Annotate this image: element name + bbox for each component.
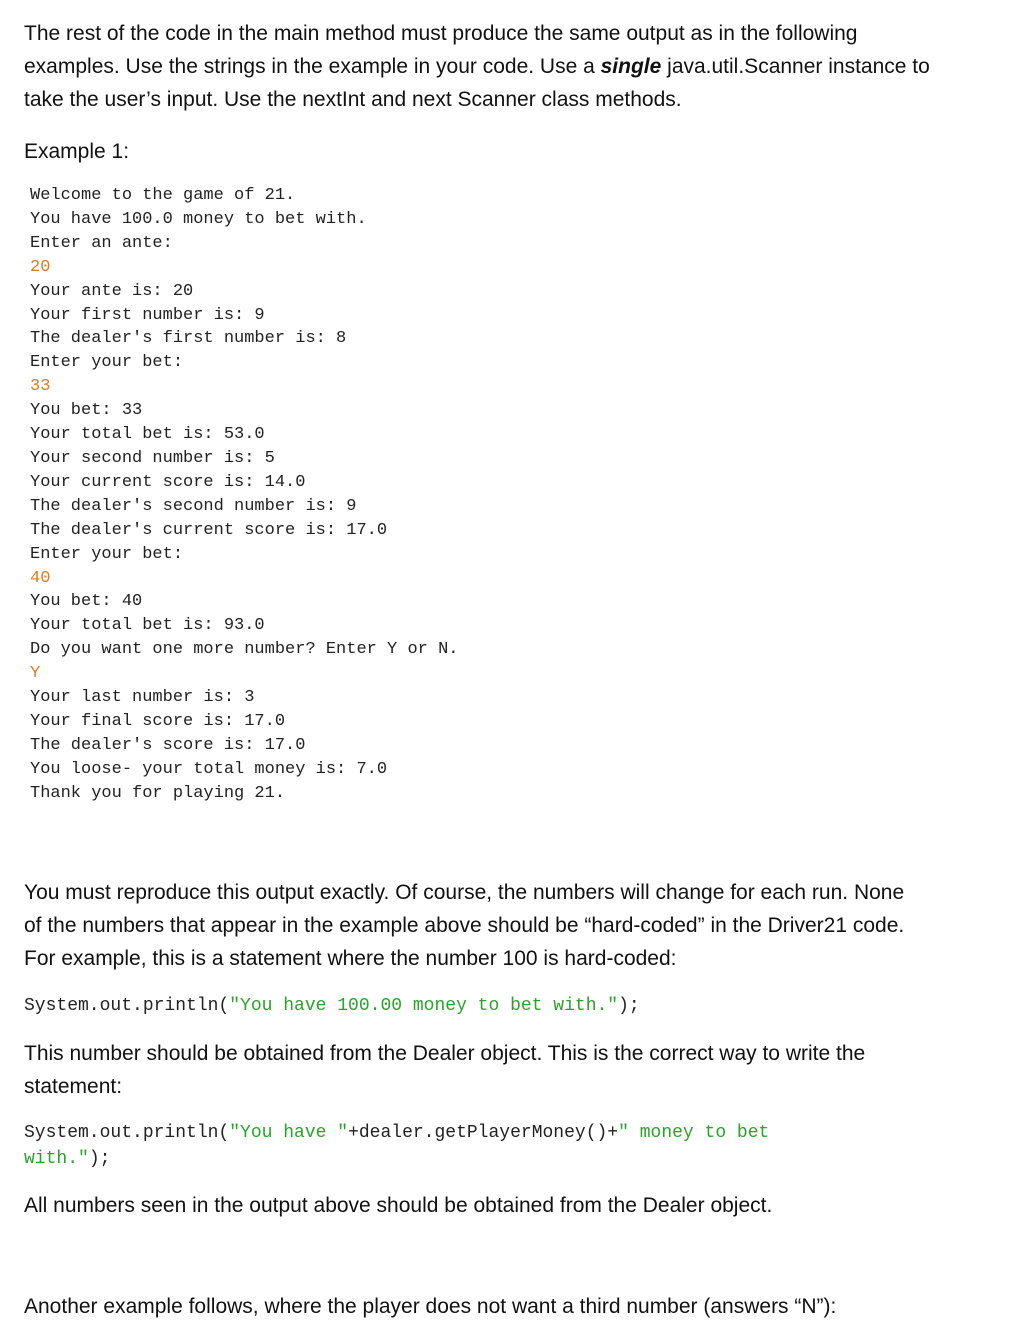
- console-output-line: The dealer's second number is: 9: [30, 496, 357, 516]
- another-example-paragraph: Another example follows, where the player does not want a third number (answers “N”):: [24, 1295, 837, 1318]
- reproduce-line-1: You must reproduce this output exactly. Of course, the numbers will change for each run. None: [24, 881, 905, 904]
- console-user-input: 33: [30, 377, 51, 397]
- console-output-line: Enter your bet:: [30, 544, 184, 564]
- code-1-string: "You have 100.00 money to bet with.": [229, 996, 619, 1016]
- intro-line-1: The rest of the code in the main method must produce the same output as in the following: [24, 22, 858, 45]
- console-output-line: Welcome to the game of 21.: [30, 186, 296, 205]
- console-output-line: The dealer's current score is: 17.0: [30, 520, 388, 540]
- console-output-line: Your last number is: 3: [30, 688, 255, 708]
- intro-line-2-end: java.util.Scanner instance to: [661, 55, 930, 78]
- code-1-suffix: );: [618, 996, 640, 1016]
- console-output-line: Enter an ante:: [30, 233, 173, 253]
- console-output-line: The dealer's score is: 17.0: [30, 735, 306, 755]
- correct-line-2: statement:: [24, 1075, 123, 1098]
- console-output-line: Your total bet is: 53.0: [30, 425, 265, 445]
- code-2-string-2b: with.": [24, 1149, 89, 1169]
- code-2-middle: +dealer.getPlayerMoney()+: [348, 1123, 619, 1143]
- emphasis-single: single: [600, 55, 662, 78]
- console-output-line: The dealer's first number is: 8: [30, 329, 347, 349]
- code-2-string-2a: " money to bet: [618, 1123, 770, 1143]
- console-output-line: Your current score is: 14.0: [30, 472, 306, 492]
- console-output-line: You loose- your total money is: 7.0: [30, 759, 388, 779]
- reproduce-paragraph: [24, 876, 1019, 975]
- console-output-line: Your final score is: 17.0: [30, 711, 286, 731]
- console-user-input: 40: [30, 568, 51, 588]
- console-user-input: 20: [30, 257, 51, 277]
- console-user-input: Y: [30, 664, 41, 684]
- reproduce-line-2: of the numbers that appear in the example above should be “hard-coded” in the Driver21 code.: [24, 914, 905, 937]
- correct-line-1: This number should be obtained from the Dealer object. This is the correct way to write the: [24, 1042, 866, 1065]
- correct-way-paragraph: [24, 1037, 1019, 1103]
- correct-code-example: [24, 1120, 769, 1172]
- intro-line-3: take the user’s input. Use the nextInt and next Scanner class methods.: [24, 88, 682, 111]
- intro-line-2-start: examples. Use the strings in the example in your code. Use a: [24, 55, 601, 78]
- all-numbers-paragraph: All numbers seen in the output above should be obtained from the Dealer object.: [24, 1194, 773, 1217]
- console-output-line: Enter your bet:: [30, 353, 184, 373]
- console-output-line: Your total bet is: 93.0: [30, 616, 265, 636]
- code-2-prefix: System.out.println(: [24, 1123, 230, 1143]
- console-output-line: Your first number is: 9: [30, 305, 265, 325]
- intro-line-2: [24, 50, 1019, 83]
- example-1-label: Example 1:: [24, 140, 130, 163]
- intro-paragraph: [24, 17, 1019, 116]
- code-1-prefix: System.out.println(: [24, 996, 230, 1016]
- console-output-line: You bet: 40: [30, 592, 143, 612]
- console-output-line: You bet: 33: [30, 401, 143, 421]
- console-output-line: Thank you for playing 21.: [30, 783, 286, 803]
- reproduce-line-3: For example, this is a statement where the number 100 is hard-coded:: [24, 947, 677, 970]
- code-2-string-1: "You have ": [229, 1123, 349, 1143]
- console-output-line: Your second number is: 5: [30, 448, 275, 468]
- console-output-line: Your ante is: 20: [30, 281, 194, 301]
- console-output: [30, 184, 458, 806]
- hardcoded-code-example: [24, 993, 640, 1019]
- console-output-line: Do you want one more number? Enter Y or N.: [30, 640, 459, 660]
- console-output-line: You have 100.0 money to bet with.: [30, 209, 367, 229]
- code-2-suffix: );: [88, 1149, 111, 1169]
